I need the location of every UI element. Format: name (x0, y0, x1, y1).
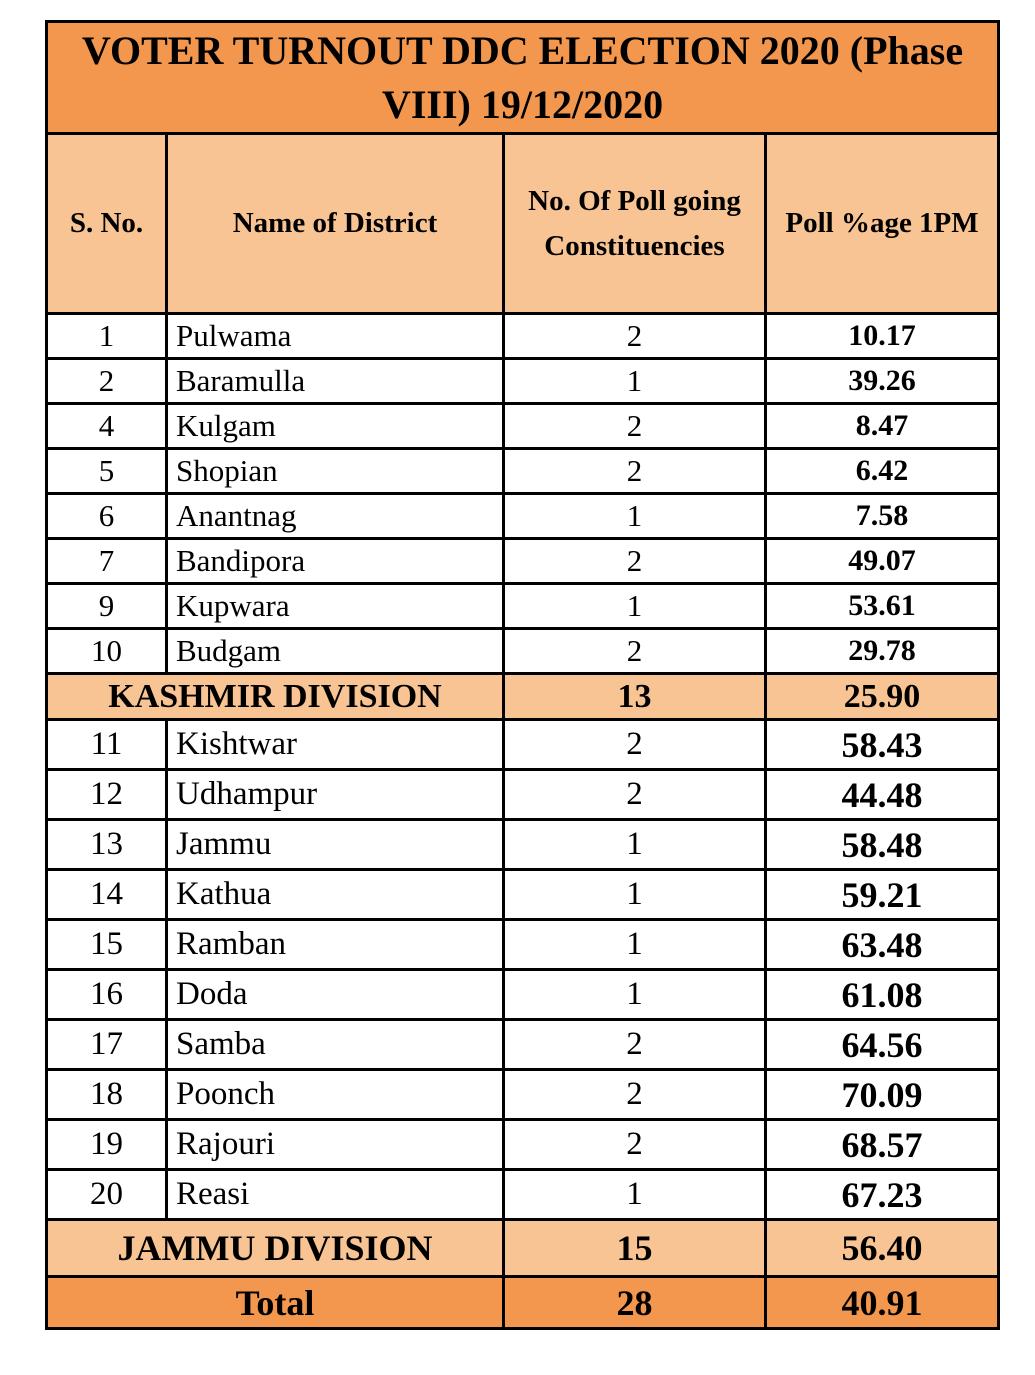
cell-sno: 19 (47, 1120, 167, 1170)
cell-district-name: Doda (167, 970, 504, 1020)
header-row (47, 134, 999, 314)
cell-constituencies: 2 (504, 314, 766, 359)
table-row-district (47, 404, 999, 449)
cell-division-constituencies: 13 (504, 674, 766, 720)
cell-poll-pct: 10.17 (766, 314, 999, 359)
cell-sno: 13 (47, 820, 167, 870)
cell-poll-pct: 58.48 (766, 820, 999, 870)
cell-sno: 12 (47, 770, 167, 820)
cell-constituencies: 2 (504, 449, 766, 494)
cell-sno: 2 (47, 359, 167, 404)
table-row-district (47, 870, 999, 920)
cell-division-poll-pct: 25.90 (766, 674, 999, 720)
table-row-district (47, 629, 999, 674)
table-row-district (47, 1120, 999, 1170)
cell-poll-pct: 44.48 (766, 770, 999, 820)
column-header-sno: S. No. (47, 134, 167, 314)
cell-district-name: Kishtwar (167, 720, 504, 770)
table-row-district (47, 449, 999, 494)
cell-poll-pct: 70.09 (766, 1070, 999, 1120)
cell-district-name: Rajouri (167, 1120, 504, 1170)
cell-sno: 4 (47, 404, 167, 449)
cell-constituencies: 1 (504, 870, 766, 920)
table-body (47, 314, 999, 1329)
cell-sno: 7 (47, 539, 167, 584)
cell-poll-pct: 59.21 (766, 870, 999, 920)
cell-poll-pct: 7.58 (766, 494, 999, 539)
cell-sno: 16 (47, 970, 167, 1020)
cell-district-name: Samba (167, 1020, 504, 1070)
table-row-district (47, 584, 999, 629)
cell-constituencies: 2 (504, 404, 766, 449)
table-row-district (47, 359, 999, 404)
cell-poll-pct: 49.07 (766, 539, 999, 584)
table-row-district (47, 720, 999, 770)
cell-district-name: Baramulla (167, 359, 504, 404)
table-row-district (47, 494, 999, 539)
cell-sno: 20 (47, 1170, 167, 1220)
cell-division-label: JAMMU DIVISION (47, 1220, 504, 1277)
cell-sno: 5 (47, 449, 167, 494)
column-header-district: Name of District (167, 134, 504, 314)
cell-constituencies: 2 (504, 1020, 766, 1070)
cell-district-name: Pulwama (167, 314, 504, 359)
cell-district-name: Bandipora (167, 539, 504, 584)
total-row (47, 1277, 999, 1329)
cell-constituencies: 1 (504, 970, 766, 1020)
cell-constituencies: 2 (504, 1120, 766, 1170)
cell-poll-pct: 58.43 (766, 720, 999, 770)
cell-poll-pct: 53.61 (766, 584, 999, 629)
table-row-district (47, 1020, 999, 1070)
cell-poll-pct: 63.48 (766, 920, 999, 970)
cell-district-name: Kathua (167, 870, 504, 920)
division-summary-row (47, 674, 999, 720)
cell-district-name: Budgam (167, 629, 504, 674)
cell-constituencies: 1 (504, 920, 766, 970)
cell-constituencies: 2 (504, 770, 766, 820)
cell-constituencies: 2 (504, 1070, 766, 1120)
division-summary-row (47, 1220, 999, 1277)
column-header-constituencies: No. Of Poll going Constituencies (504, 134, 766, 314)
cell-sno: 10 (47, 629, 167, 674)
table-title: VOTER TURNOUT DDC ELECTION 2020 (Phase VIII) 19/12/2020 (47, 22, 999, 134)
cell-constituencies: 2 (504, 720, 766, 770)
cell-sno: 1 (47, 314, 167, 359)
cell-sno: 15 (47, 920, 167, 970)
cell-sno: 17 (47, 1020, 167, 1070)
cell-district-name: Udhampur (167, 770, 504, 820)
cell-poll-pct: 29.78 (766, 629, 999, 674)
cell-district-name: Shopian (167, 449, 504, 494)
cell-division-poll-pct: 56.40 (766, 1220, 999, 1277)
table-row-district (47, 770, 999, 820)
cell-district-name: Ramban (167, 920, 504, 970)
cell-sno: 11 (47, 720, 167, 770)
cell-poll-pct: 64.56 (766, 1020, 999, 1070)
cell-constituencies: 1 (504, 494, 766, 539)
title-row (47, 22, 999, 134)
cell-poll-pct: 61.08 (766, 970, 999, 1020)
voter-turnout-table (45, 20, 1000, 1330)
cell-division-constituencies: 15 (504, 1220, 766, 1277)
table-row-district (47, 1170, 999, 1220)
cell-poll-pct: 39.26 (766, 359, 999, 404)
cell-sno: 18 (47, 1070, 167, 1120)
table-row-district (47, 920, 999, 970)
table-row-district (47, 314, 999, 359)
table-row-district (47, 970, 999, 1020)
cell-constituencies: 2 (504, 629, 766, 674)
table-row-district (47, 1070, 999, 1120)
cell-division-label: KASHMIR DIVISION (47, 674, 504, 720)
cell-poll-pct: 8.47 (766, 404, 999, 449)
cell-sno: 14 (47, 870, 167, 920)
cell-constituencies: 1 (504, 584, 766, 629)
cell-constituencies: 2 (504, 539, 766, 584)
cell-district-name: Anantnag (167, 494, 504, 539)
cell-district-name: Poonch (167, 1070, 504, 1120)
cell-district-name: Kupwara (167, 584, 504, 629)
cell-total-constituencies: 28 (504, 1277, 766, 1329)
cell-district-name: Jammu (167, 820, 504, 870)
page (0, 20, 1035, 1375)
cell-poll-pct: 67.23 (766, 1170, 999, 1220)
cell-poll-pct: 68.57 (766, 1120, 999, 1170)
cell-sno: 6 (47, 494, 167, 539)
table-row-district (47, 539, 999, 584)
cell-district-name: Reasi (167, 1170, 504, 1220)
cell-poll-pct: 6.42 (766, 449, 999, 494)
cell-total-poll-pct: 40.91 (766, 1277, 999, 1329)
cell-sno: 9 (47, 584, 167, 629)
table-row-district (47, 820, 999, 870)
cell-constituencies: 1 (504, 1170, 766, 1220)
cell-constituencies: 1 (504, 820, 766, 870)
cell-district-name: Kulgam (167, 404, 504, 449)
cell-total-label: Total (47, 1277, 504, 1329)
cell-constituencies: 1 (504, 359, 766, 404)
column-header-poll-pct: Poll %age 1PM (766, 134, 999, 314)
